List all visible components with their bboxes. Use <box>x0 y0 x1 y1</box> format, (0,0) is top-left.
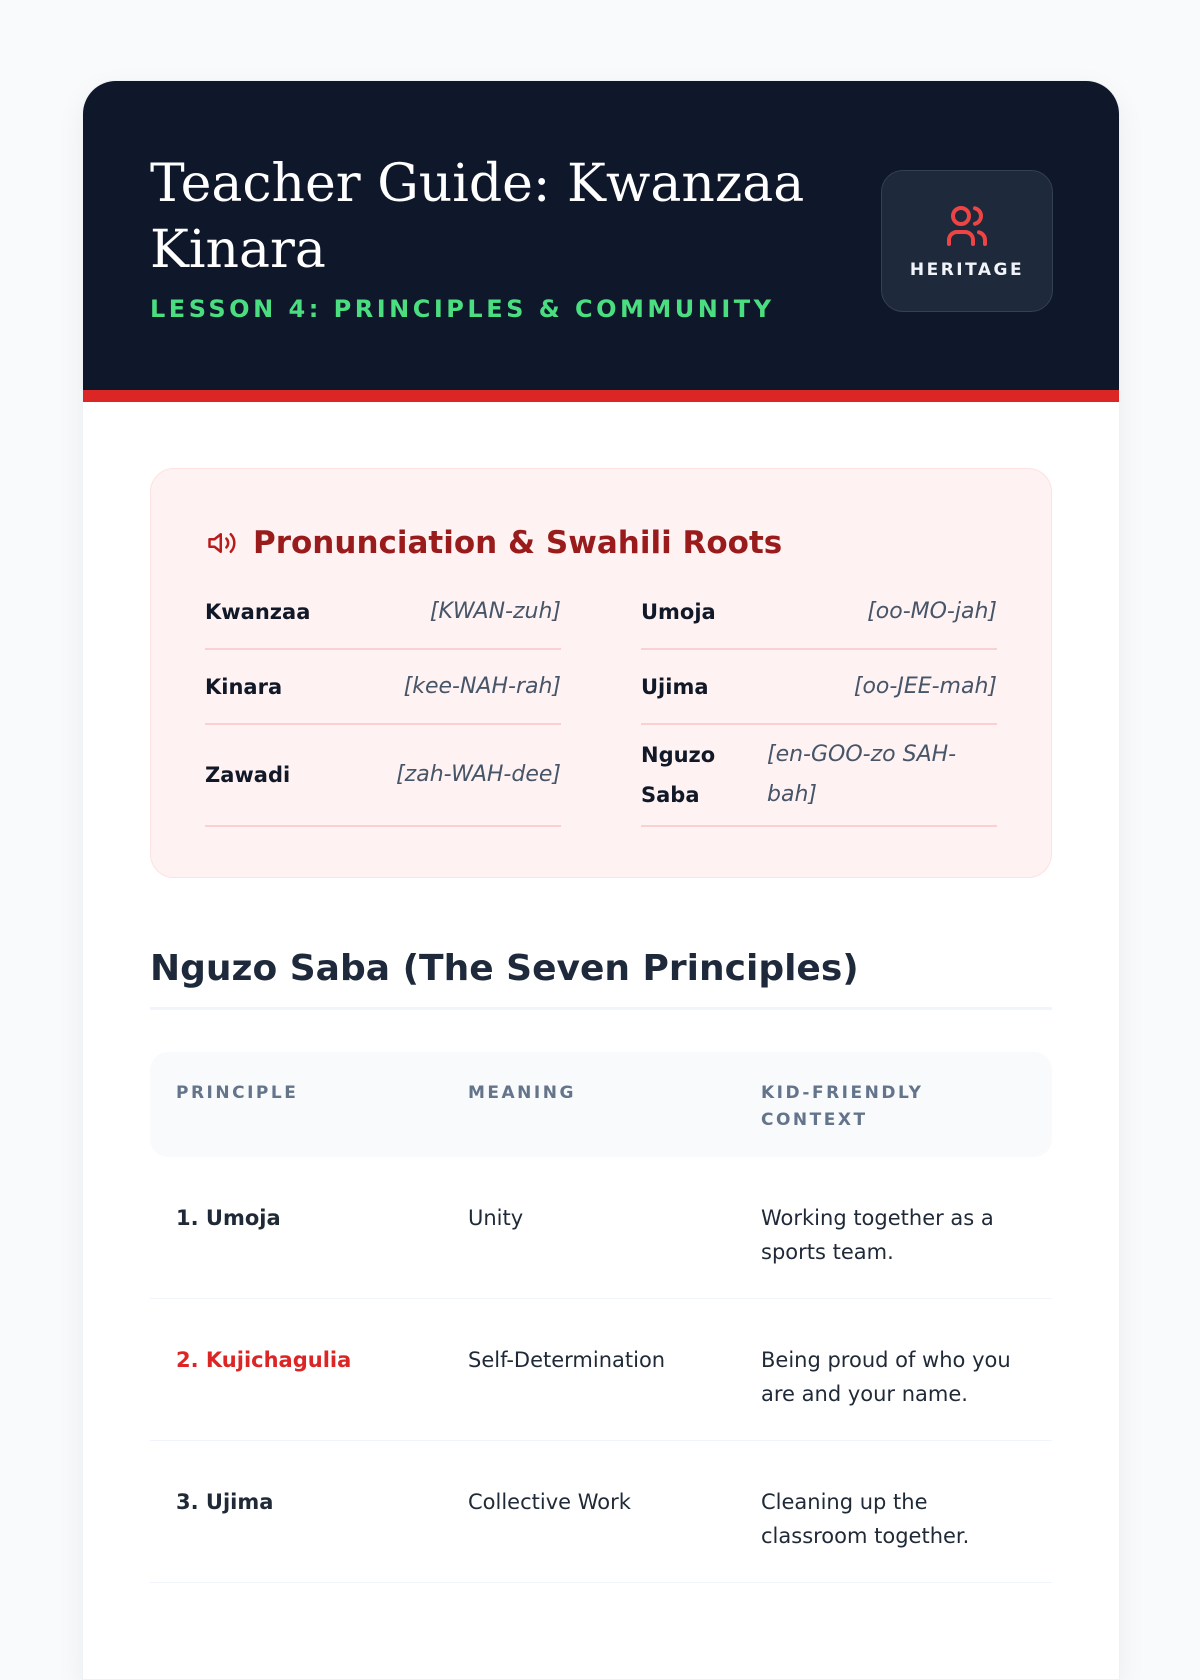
page-title: Teacher Guide: Kwanzaa Kinara <box>150 154 805 280</box>
pronunciation-term <box>641 725 997 827</box>
pronunciation-term <box>641 650 997 725</box>
pronunciation-term <box>205 650 561 725</box>
term-word: Umoja <box>641 599 716 624</box>
heritage-badge <box>881 170 1053 312</box>
badge-label: HERITAGE <box>909 260 1025 280</box>
principles-table <box>150 1052 1052 1583</box>
term-phonetic: [en-GOO-zo SAH-bah] <box>767 742 957 807</box>
term-word: Nguzo Saba <box>641 743 716 807</box>
context-cell: Being proud of who you are and your name. <box>761 1348 1011 1406</box>
pronunciation-box <box>150 468 1052 878</box>
context-cell: Working together as a sports team. <box>761 1206 994 1264</box>
column-header-context: KID-FRIENDLY CONTEXT <box>761 1083 924 1130</box>
term-phonetic: [oo-MO-jah] <box>867 598 997 624</box>
principle-cell: 2. Kujichagulia <box>176 1348 352 1372</box>
lesson-subtitle: LESSON 4: PRINCIPLES & COMMUNITY <box>150 295 775 323</box>
term-phonetic: [KWAN-zuh] <box>429 598 561 624</box>
term-word: Zawadi <box>205 763 291 787</box>
principle-cell: 1. Umoja <box>176 1206 281 1230</box>
term-phonetic: [kee-NAH-rah] <box>403 673 561 699</box>
table-header <box>150 1052 1052 1157</box>
principles-title: Nguzo Saba (The Seven Principles) <box>150 948 1052 1010</box>
lesson-card <box>82 80 1120 1680</box>
meaning-cell: Collective Work <box>468 1490 631 1514</box>
context-cell: Cleaning up the classroom together. <box>761 1490 970 1548</box>
pronunciation-title: Pronunciation & Swahili Roots <box>253 525 783 561</box>
term-phonetic: [zah-WAH-dee] <box>396 762 561 787</box>
term-word: Kinara <box>205 674 283 699</box>
table-row <box>150 1299 1052 1441</box>
table-row <box>150 1441 1052 1583</box>
pronunciation-term <box>205 725 561 827</box>
term-phonetic: [oo-JEE-mah] <box>853 673 997 699</box>
users-icon <box>941 202 993 250</box>
meaning-cell: Self-Determination <box>468 1348 666 1372</box>
meaning-cell: Unity <box>468 1206 524 1230</box>
pronunciation-term <box>205 575 561 650</box>
pronunciation-heading <box>205 525 997 561</box>
term-word: Kwanzaa <box>205 599 311 624</box>
speaker-icon <box>205 528 239 558</box>
pronunciation-term <box>641 575 997 650</box>
header <box>83 81 1119 402</box>
principle-cell: 3. Ujima <box>176 1490 274 1514</box>
table-row <box>150 1157 1052 1299</box>
column-header-meaning: MEANING <box>468 1083 576 1103</box>
column-header-principle: PRINCIPLE <box>176 1083 299 1103</box>
term-word: Ujima <box>641 674 709 699</box>
